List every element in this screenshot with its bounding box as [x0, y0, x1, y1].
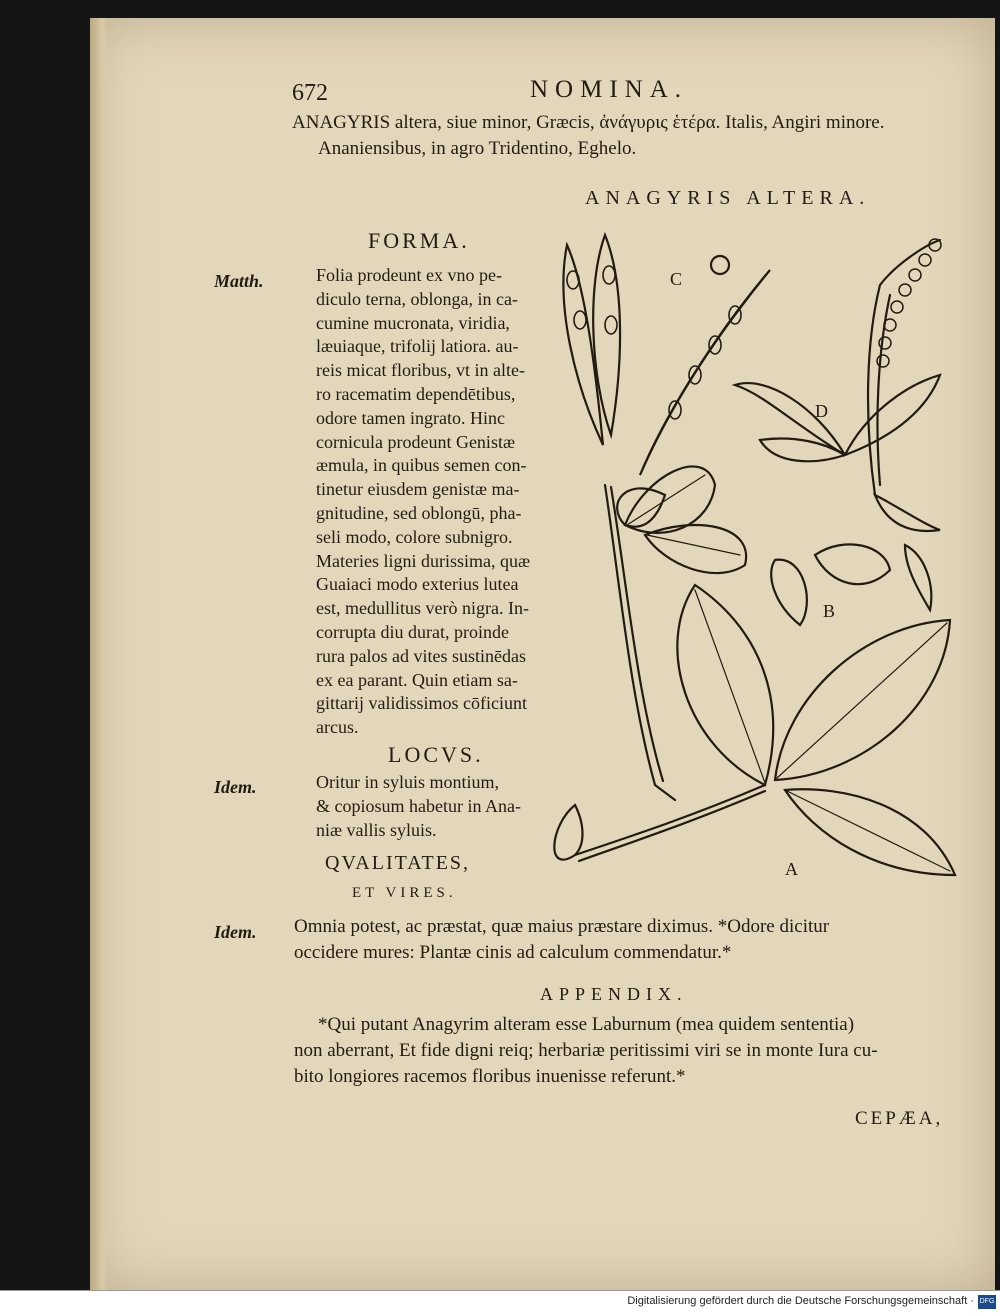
seed-pod-2: [593, 235, 620, 435]
footer-bar: [0, 1290, 1000, 1315]
margin-note-idem-locus: Idem.: [214, 777, 257, 797]
plate-title: ANAGYRIS ALTERA.: [585, 187, 871, 209]
locus-line: niæ vallis syluis.: [316, 819, 437, 840]
names-line-1: ANAGYRIS altera, siue minor, Græcis, ἀνάγυρις ἑτέρα. Italis, Angiri minore.: [292, 112, 885, 133]
margin-note-matth: Matth.: [214, 271, 264, 291]
leaf-upper-1: [625, 466, 715, 532]
locus-line: & copiosum habetur in Ana-: [316, 795, 521, 816]
leaf-upper-3: [617, 488, 665, 526]
plate-label-a: A: [785, 859, 798, 879]
leaf-raceme-4: [875, 495, 940, 531]
locus-line: Oritur in syluis montium,: [316, 772, 500, 792]
leaf-raceme-3: [760, 438, 845, 461]
plate-label-c: C: [670, 269, 683, 289]
forma-line: Folia prodeunt ex vno pe-: [316, 265, 502, 285]
plate-label-d: D: [815, 401, 828, 421]
running-head: NOMINA.: [530, 76, 689, 103]
root-stub: [554, 805, 582, 860]
forma-line: odore tamen ingrato. Hinc: [316, 407, 505, 428]
plate-label-b: B: [823, 601, 836, 621]
page-number: 672: [292, 80, 328, 106]
forma-line: diculo terna, oblonga, in ca-: [316, 288, 518, 309]
appendix-line-2: non aberrant, Et fide digni reiq; herbariæ peritissimi viri se in monte Iura cu-: [294, 1040, 878, 1061]
forma-heading: FORMA.: [368, 228, 470, 253]
woodcut-illustration: [545, 225, 975, 890]
forma-line: est, medullitus verò nigra. In-: [316, 598, 529, 619]
appendix-line-1: *Qui putant Anagyrim alteram esse Laburnum (mea quidem sententia): [318, 1014, 855, 1035]
catchword: CEPÆA,: [855, 1108, 944, 1129]
forma-text-column: [316, 264, 548, 740]
locus-text-column: [316, 771, 548, 842]
seed-pod-1: [563, 245, 603, 445]
margin-note-idem-qualitates: Idem.: [214, 922, 257, 942]
forma-line: seli modo, colore subnigro.: [316, 526, 513, 547]
footer-credit: Digitalisierung gefördert durch die Deutsche Forschungsgemeinschaft ·: [627, 1295, 974, 1307]
forma-line: corrupta diu durat, proinde: [316, 621, 509, 642]
forma-line: gnitudine, sed oblongū, pha-: [316, 502, 522, 523]
qualitates-line-2: occidere mures: Plantæ cinis ad calculum commendatur.*: [294, 942, 732, 963]
forma-line: ex ea parant. Quin etiam sa-: [316, 669, 518, 690]
forma-line: cumine mucronata, viridia,: [316, 312, 510, 333]
forma-line: arcus.: [316, 717, 359, 738]
forma-line: æmula, in quibus semen con-: [316, 455, 527, 476]
forma-line: rura palos ad vites sustinēdas: [316, 645, 526, 666]
qualitates-heading: QVALITATES,: [325, 852, 471, 874]
forma-line: læuiaque, trifolij latiora. au-: [316, 336, 519, 357]
qualitates-line-1: Omnia potest, ac præstat, quæ maius præstare diximus. *Odore dicitur: [294, 916, 830, 937]
dfg-logo: DFG: [978, 1295, 996, 1309]
leaf-raceme-2: [845, 375, 940, 455]
forma-line: Guaiaci modo exterius lutea: [316, 574, 519, 595]
flower-petal-b: [771, 560, 807, 625]
forma-line: Materies ligni durissima, quæ: [316, 550, 530, 571]
forma-line: reis micat floribus, vt in alte-: [316, 360, 525, 381]
forma-line: ro racematim dependētibus,: [316, 383, 516, 404]
flower-detail-b: [815, 544, 890, 584]
forma-line: cornicula prodeunt Genistæ: [316, 431, 515, 452]
leaf-large-1: [677, 585, 773, 785]
page-gutter-shadow: [90, 18, 108, 1290]
seed-pod-3: [640, 270, 770, 475]
appendix-heading: APPENDIX.: [540, 984, 688, 1004]
locus-heading: LOCVS.: [388, 742, 484, 767]
vires-heading: ET VIRES.: [352, 885, 457, 901]
keel-petal: [905, 545, 931, 610]
forma-line: gittarij validissimos cōficiunt: [316, 693, 527, 714]
forma-line: tinetur eiusdem genistæ ma-: [316, 479, 520, 500]
appendix-line-3: bito longiores racemos floribus inuenisse referunt.*: [294, 1066, 686, 1087]
names-line-2: Ananiensibus, in agro Tridentino, Eghelo.: [318, 138, 637, 159]
seed-detail: [711, 256, 729, 274]
leaf-raceme-1: [735, 383, 845, 455]
